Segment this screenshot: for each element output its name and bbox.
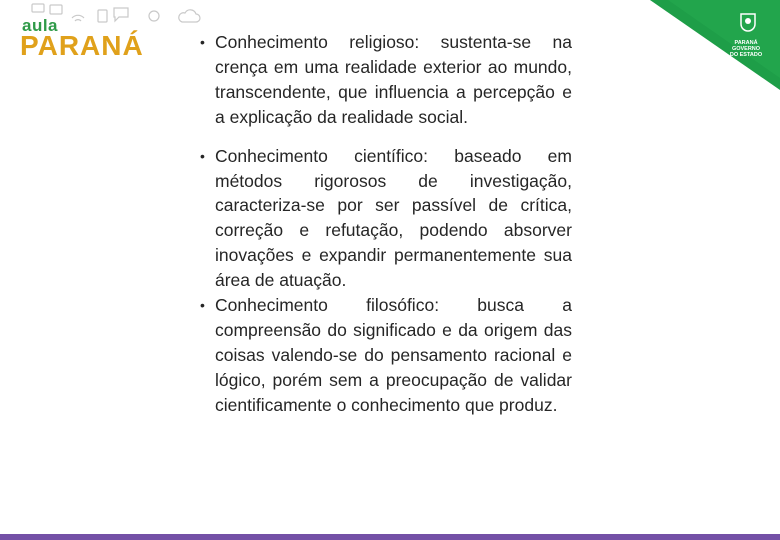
- gov-line-1: PARANÁ: [734, 40, 758, 46]
- cloud-icon: [179, 10, 200, 22]
- footer-bar: [0, 534, 780, 540]
- monitor-icon: [50, 5, 62, 14]
- logo-parana-text: PARANÁ: [20, 30, 144, 61]
- item-text: : baseado em métodos rigorosos de investigação, caracteriza-se por ser passível de crítica, correção e refutação, podendo absorver inovações e expandir permanentemente sua área de atuação.: [215, 145, 572, 291]
- wifi-icon: [72, 15, 84, 21]
- list-item-scientific: [200, 144, 572, 293]
- list-item-religious: [200, 30, 572, 130]
- state-crest-icon: [738, 10, 758, 36]
- bullet: •: [200, 34, 205, 50]
- knowledge-types-list: [200, 30, 572, 418]
- government-text: [718, 40, 774, 58]
- government-badge: [650, 0, 780, 90]
- gov-line-2: GOVERNO: [731, 46, 761, 52]
- item-term: Conhecimento científico: [215, 145, 424, 166]
- chat-icon: [114, 8, 128, 21]
- item-term: Conhecimento filosófico: [215, 295, 435, 316]
- item-text: : busca a compreensão do significado e da origem das coisas valendo-se do pensamento racional e lógico, porém sem a preocupação de validar cientificamente o conhecimento que produz.: [215, 295, 572, 415]
- gov-line-3: DO ESTADO: [729, 52, 763, 58]
- aula-parana-logo: [14, 2, 204, 62]
- item-text: : sustenta-se na crença em uma realidade exterior ao mundo, transcendente, que influencia a percepção e a explicação da realidade social.: [215, 32, 572, 127]
- bullet: •: [200, 297, 205, 314]
- logo-aula-text: aula: [22, 16, 59, 35]
- bullet: •: [200, 147, 205, 164]
- document-icon: [98, 10, 107, 22]
- mail-icon: [32, 4, 44, 12]
- item-term: Conhecimento religioso: [215, 32, 415, 52]
- list-item-philosophical: [200, 293, 572, 418]
- gear-icon: [149, 11, 159, 21]
